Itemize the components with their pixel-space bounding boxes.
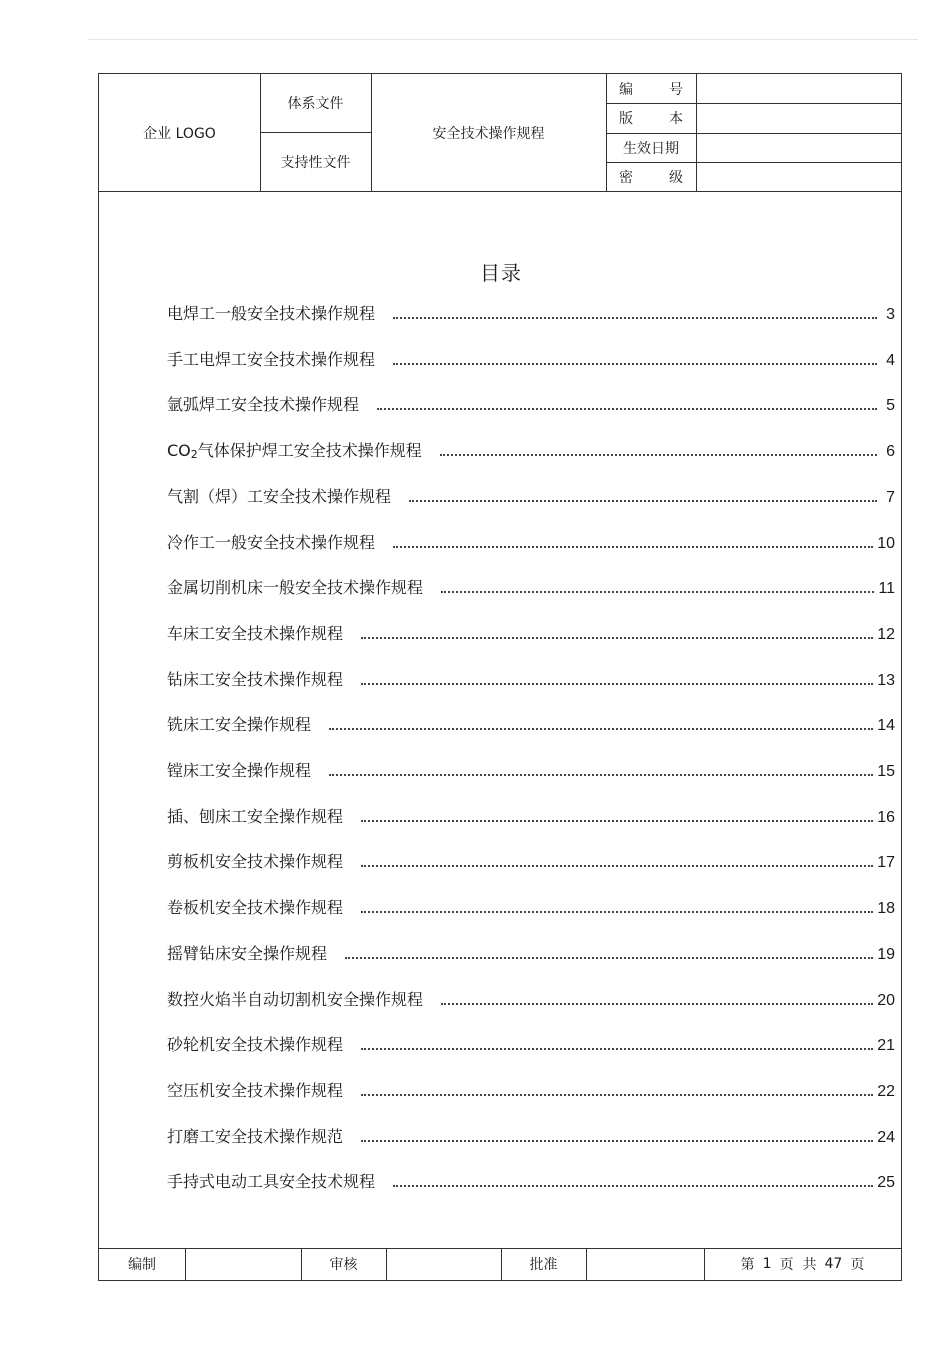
toc-item-label: 金属切削机床一般安全技术操作规程	[167, 578, 424, 598]
toc-item[interactable]	[167, 620, 895, 644]
page-suffix: 页	[850, 1257, 865, 1273]
toc-item-label: 钻床工安全技术操作规程	[167, 669, 344, 689]
toc-item[interactable]	[167, 437, 895, 461]
page-total: 47	[824, 1256, 843, 1272]
toc-item-label: 镗床工安全操作规程	[167, 761, 312, 780]
system-file-cell	[260, 74, 371, 132]
toc-item-page: 17	[877, 854, 895, 872]
toc-item-page: 22	[877, 1082, 895, 1100]
toc-leader	[440, 454, 877, 456]
toc-item-label: 手工电焊工安全技术操作规程	[167, 349, 376, 369]
toc-leader	[361, 683, 873, 685]
toc-item[interactable]	[167, 574, 895, 598]
toc-leader	[393, 317, 877, 319]
toc-item-page: 24	[877, 1128, 895, 1146]
toc-item-page: 15	[877, 763, 895, 780]
toc-item-page: 12	[877, 625, 895, 643]
field-value-version	[696, 103, 901, 133]
field-label-version	[606, 103, 696, 133]
toc-item-page: 7	[886, 488, 895, 506]
toc-leader	[361, 865, 873, 867]
toc-item-label: 气割（焊）工安全技术操作规程	[167, 486, 392, 506]
toc-leader	[345, 957, 873, 959]
company-logo-text: 企业 LOGO	[143, 125, 216, 142]
toc-item[interactable]	[167, 986, 895, 1010]
toc-item-label: 插、刨床工安全操作规程	[167, 806, 344, 826]
toc-leader	[329, 728, 873, 730]
doc-title: 安全技术操作规程	[432, 125, 545, 142]
toc-item-label: 铣床工安全操作规程	[167, 715, 312, 735]
toc-leader	[329, 774, 873, 776]
approve-label: 批准	[529, 1257, 558, 1273]
toc-item-label-co2	[167, 438, 422, 461]
field-label-number	[606, 74, 696, 103]
toc-leader	[361, 1048, 873, 1050]
field-label-part: 生效日期	[623, 140, 679, 157]
field-label-part: 本	[669, 111, 683, 127]
toc-item-page: 16	[877, 808, 895, 826]
toc-item[interactable]	[167, 391, 895, 415]
toc-item-label: 气体保护焊工安全技术操作规程	[197, 441, 422, 461]
field-label-part: 密	[619, 169, 633, 186]
toc-leader	[441, 591, 874, 593]
system-file-label: 体系文件	[287, 96, 344, 112]
toc-item[interactable]	[167, 894, 895, 918]
field-label-part: 版	[619, 111, 633, 127]
toc-leader	[377, 408, 877, 410]
toc-item[interactable]	[167, 757, 895, 781]
toc-item[interactable]	[167, 1031, 895, 1055]
support-file-cell	[260, 132, 371, 191]
toc-leader	[361, 1140, 873, 1142]
toc-item[interactable]	[167, 1168, 895, 1192]
compile-value	[185, 1248, 301, 1280]
field-value-number	[696, 74, 901, 103]
toc-item-label: 电焊工一般安全技术操作规程	[167, 304, 376, 323]
toc-item-page: 20	[877, 991, 895, 1009]
field-label-effective-date	[606, 133, 696, 162]
toc-item-page: 21	[877, 1037, 895, 1055]
toc-item[interactable]	[167, 1123, 895, 1147]
toc-item-page: 13	[877, 671, 895, 689]
toc-item-label: 数控火焰半自动切割机安全操作规程	[167, 989, 424, 1009]
field-label-part: 级	[669, 169, 683, 186]
toc-item-label: 卷板机安全技术操作规程	[167, 898, 344, 918]
toc-item[interactable]	[167, 346, 895, 370]
toc-leader	[393, 363, 877, 365]
toc-item-label: 摇臂钻床安全操作规程	[167, 943, 328, 963]
field-value-security-level	[696, 162, 901, 191]
toc-item-label: 打磨工安全技术操作规范	[167, 1126, 344, 1146]
toc-item-page: 18	[877, 900, 895, 918]
toc-item-page: 4	[886, 351, 895, 369]
toc-item-page: 3	[886, 306, 895, 323]
toc-leader	[361, 1094, 873, 1096]
support-file-label: 支持性文件	[280, 154, 351, 171]
toc-item-label-subscript: 2	[190, 448, 198, 462]
toc-item-label: 冷作工一般安全技术操作规程	[167, 532, 376, 552]
approve-value	[586, 1248, 704, 1280]
review-label: 审核	[329, 1257, 358, 1273]
toc-item-label: 砂轮机安全技术操作规程	[167, 1035, 344, 1055]
toc-item[interactable]	[167, 711, 895, 735]
toc-item[interactable]	[167, 1077, 895, 1101]
review-value	[386, 1248, 501, 1280]
page-top-rule	[88, 39, 918, 40]
toc-leader	[361, 911, 873, 913]
document-frame	[98, 73, 902, 1281]
toc-title: 目录	[480, 261, 522, 285]
compile-label: 编制	[128, 1257, 156, 1273]
toc-item-page: 10	[877, 534, 895, 552]
toc-leader	[361, 820, 873, 822]
header-bottom-rule	[99, 191, 901, 192]
field-label-part: 号	[669, 81, 683, 98]
toc-item-page: 6	[886, 443, 895, 461]
field-label-part: 编	[619, 81, 633, 98]
page-middle: 页 共	[779, 1257, 817, 1273]
toc-leader	[441, 1003, 873, 1005]
company-logo	[99, 74, 260, 191]
field-label-security-level	[606, 162, 696, 191]
toc-leader	[409, 500, 877, 502]
toc-item-page: 25	[877, 1174, 895, 1192]
toc-item[interactable]	[167, 300, 895, 324]
toc-item-page: 14	[877, 717, 895, 735]
toc-item-label: 剪板机安全技术操作规程	[167, 852, 344, 872]
page-indicator	[704, 1248, 901, 1280]
toc-item[interactable]	[167, 529, 895, 553]
toc-item-page: 11	[878, 580, 895, 598]
toc-item[interactable]	[167, 483, 895, 507]
toc-item-label: 车床工安全技术操作规程	[167, 623, 344, 643]
field-value-effective-date	[696, 133, 901, 162]
toc-item-label: 手持式电动工具安全技术规程	[167, 1172, 376, 1192]
toc-leader	[393, 546, 873, 548]
toc-item-page: 5	[886, 397, 895, 415]
toc-leader	[361, 637, 873, 639]
toc-item-label-prefix: CO	[167, 441, 191, 461]
toc-item[interactable]	[167, 803, 895, 827]
toc-item-label: 空压机安全技术操作规程	[167, 1080, 344, 1100]
page-prefix: 第	[740, 1257, 755, 1273]
page-current: 1	[762, 1256, 772, 1272]
toc-item[interactable]	[167, 666, 895, 690]
toc-item-label: 氩弧焊工安全技术操作规程	[167, 395, 360, 415]
toc-item-page: 19	[877, 945, 895, 963]
toc-item[interactable]	[167, 940, 895, 964]
doc-title-cell	[371, 74, 606, 191]
toc-leader	[393, 1185, 873, 1187]
toc-item[interactable]	[167, 848, 895, 872]
